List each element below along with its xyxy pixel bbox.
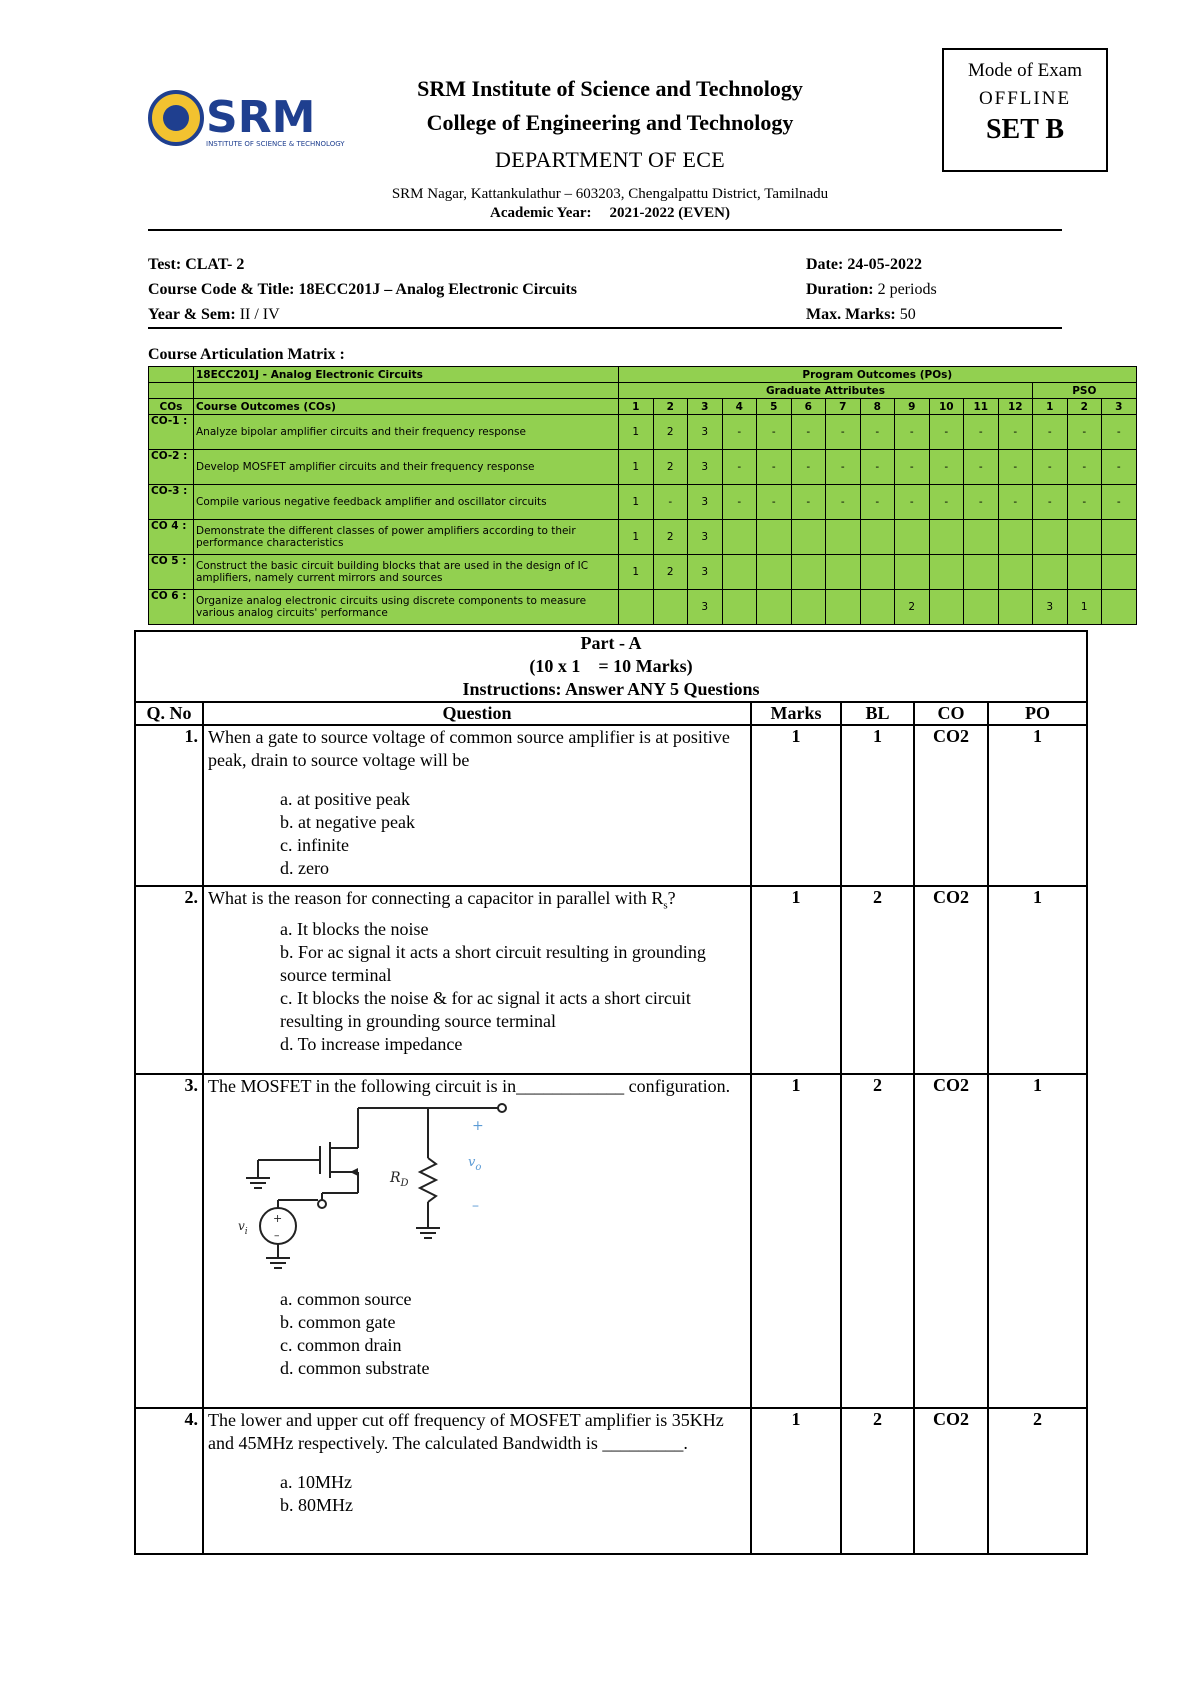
matrix-cell: - bbox=[860, 485, 895, 520]
set-label: SET B bbox=[985, 114, 1065, 145]
col-co: CO bbox=[914, 702, 988, 725]
matrix-cell: - bbox=[929, 450, 964, 485]
option: a. 10MHz bbox=[280, 1472, 352, 1492]
matrix-cell: 2 bbox=[653, 415, 688, 450]
academic-year-value: 2021-2022 (EVEN) bbox=[609, 205, 730, 221]
matrix-cell bbox=[998, 520, 1033, 555]
course-outcome: CO2 bbox=[914, 1074, 988, 1408]
mode-value: OFFLINE bbox=[978, 88, 1072, 109]
matrix-cell: 3 bbox=[1033, 590, 1068, 625]
matrix-cell: - bbox=[1102, 450, 1137, 485]
question-number: 4. bbox=[135, 1408, 203, 1554]
rd-letter: R bbox=[390, 1170, 401, 1186]
col-qno: Q. No bbox=[135, 702, 203, 725]
option: a. common source bbox=[280, 1289, 412, 1309]
logo-text: SRM bbox=[206, 92, 316, 143]
matrix-cell: 2 bbox=[653, 450, 688, 485]
matrix-cell: - bbox=[929, 415, 964, 450]
matrix-cell: - bbox=[1067, 415, 1102, 450]
course-outcome: CO2 bbox=[914, 1408, 988, 1554]
course-outcome: CO2 bbox=[914, 886, 988, 1074]
divider bbox=[148, 229, 1062, 231]
max-marks-value: 50 bbox=[895, 306, 916, 323]
po-number: 11 bbox=[964, 399, 999, 415]
matrix-row bbox=[149, 485, 1137, 520]
po-number: 6 bbox=[791, 399, 826, 415]
program-outcome: 1 bbox=[988, 1074, 1087, 1408]
matrix-cell bbox=[860, 555, 895, 590]
matrix-cell bbox=[1067, 555, 1102, 590]
matrix-cell: - bbox=[1033, 415, 1068, 450]
co-id: CO-3 : bbox=[149, 485, 194, 520]
matrix-cell: 1 bbox=[619, 450, 654, 485]
mode-of-exam-box bbox=[942, 48, 1108, 172]
options bbox=[280, 788, 746, 880]
matrix-cell: - bbox=[860, 415, 895, 450]
co-description: Construct the basic circuit building blocks that are used in the design of IC amplifiers, namely current mirrors and sources bbox=[194, 555, 619, 590]
matrix-cell: 2 bbox=[653, 555, 688, 590]
matrix-cell: - bbox=[1102, 485, 1137, 520]
test-date: Date: 24-05-2022 bbox=[806, 256, 922, 273]
question-row bbox=[135, 1408, 1087, 1554]
mode-label: Mode of Exam bbox=[968, 60, 1082, 81]
po-number: 12 bbox=[998, 399, 1033, 415]
matrix-cell: - bbox=[826, 415, 861, 450]
minus-sign: – bbox=[472, 1198, 479, 1214]
question-row bbox=[135, 886, 1087, 1074]
matrix-cell: - bbox=[757, 415, 792, 450]
matrix-cos-header: COs bbox=[149, 399, 194, 415]
matrix-cell bbox=[722, 555, 757, 590]
matrix-cell bbox=[964, 555, 999, 590]
matrix-cell bbox=[791, 555, 826, 590]
co-description: Organize analog electronic circuits using discrete components to measure various analog circuits' performance bbox=[194, 590, 619, 625]
question-row bbox=[135, 1074, 1087, 1408]
option: c. common drain bbox=[280, 1335, 402, 1355]
matrix-cell bbox=[929, 555, 964, 590]
options bbox=[280, 1471, 746, 1517]
matrix-cell: - bbox=[860, 450, 895, 485]
question-text: The MOSFET in the following circuit is in____________ configuration. bbox=[208, 1076, 731, 1096]
matrix-cell bbox=[1067, 520, 1102, 555]
academic-year-label: Academic Year: bbox=[490, 205, 592, 221]
matrix-cell bbox=[826, 555, 861, 590]
col-marks: Marks bbox=[751, 702, 841, 725]
matrix-co-header: Course Outcomes (COs) bbox=[194, 399, 619, 415]
rd-label bbox=[389, 1170, 409, 1189]
po-number: 1 bbox=[619, 399, 654, 415]
po-number: 9 bbox=[895, 399, 930, 415]
vi-minus: – bbox=[274, 1229, 280, 1242]
col-bl: BL bbox=[841, 702, 914, 725]
option: d. zero bbox=[280, 858, 329, 878]
marks: 1 bbox=[751, 886, 841, 1074]
question-text: When a gate to source voltage of common source amplifier is at positive peak, drain to source voltage will be bbox=[208, 727, 730, 770]
vi-plus: + bbox=[273, 1212, 283, 1225]
matrix-title: Course Articulation Matrix : bbox=[148, 346, 345, 363]
matrix-row bbox=[149, 415, 1137, 450]
question-text: The lower and upper cut off frequency of MOSFET amplifier is 35KHz and 45MHz respectively. The calculated Bandwidth is _________. bbox=[208, 1410, 724, 1453]
matrix-cell bbox=[653, 590, 688, 625]
option: b. at negative peak bbox=[280, 812, 415, 832]
matrix-cell: - bbox=[895, 450, 930, 485]
matrix-cell: 2 bbox=[653, 520, 688, 555]
matrix-cell: - bbox=[998, 450, 1033, 485]
matrix-cell bbox=[860, 590, 895, 625]
question-cell bbox=[203, 1408, 751, 1554]
matrix-cell: 1 bbox=[619, 555, 654, 590]
co-description: Develop MOSFET amplifier circuits and their frequency response bbox=[194, 450, 619, 485]
matrix-cell: 3 bbox=[688, 485, 723, 520]
matrix-cell: - bbox=[998, 415, 1033, 450]
matrix-cell: 1 bbox=[1067, 590, 1102, 625]
question-cell bbox=[203, 725, 751, 886]
po-number: 8 bbox=[860, 399, 895, 415]
matrix-cell: - bbox=[791, 485, 826, 520]
matrix-cell bbox=[929, 520, 964, 555]
matrix-cell: - bbox=[1102, 415, 1137, 450]
matrix-cell: 1 bbox=[619, 520, 654, 555]
matrix-cell bbox=[895, 520, 930, 555]
matrix-cell bbox=[1102, 590, 1137, 625]
matrix-cell bbox=[860, 520, 895, 555]
matrix-cell: 3 bbox=[688, 555, 723, 590]
option: d. To increase impedance bbox=[280, 1033, 463, 1054]
vi-label bbox=[238, 1219, 248, 1237]
part-marks: (10 x 1 = 10 Marks) bbox=[529, 656, 693, 676]
question-text-sub: s bbox=[663, 899, 668, 912]
matrix-cell: - bbox=[653, 485, 688, 520]
option: a. at positive peak bbox=[280, 789, 410, 809]
matrix-cell bbox=[1033, 555, 1068, 590]
option: b. For ac signal it acts a short circuit resulting in grounding source terminal bbox=[280, 941, 706, 985]
test-info-left bbox=[148, 252, 577, 327]
co-id: CO 6 : bbox=[149, 590, 194, 625]
matrix-cell: - bbox=[1033, 485, 1068, 520]
vo-letter: v bbox=[468, 1155, 476, 1170]
vi-letter: v bbox=[238, 1219, 245, 1233]
matrix-cell: 3 bbox=[688, 450, 723, 485]
matrix-cell bbox=[895, 555, 930, 590]
duration-label: Duration: bbox=[806, 281, 874, 298]
po-number: 3 bbox=[688, 399, 723, 415]
col-question: Question bbox=[203, 702, 751, 725]
bloom-level: 1 bbox=[841, 725, 914, 886]
max-marks-label: Max. Marks: bbox=[806, 306, 896, 323]
matrix-cell: - bbox=[964, 415, 999, 450]
matrix-cell: - bbox=[1067, 450, 1102, 485]
matrix-cell: 3 bbox=[688, 520, 723, 555]
plus-sign: + bbox=[472, 1118, 484, 1134]
matrix-cell: 1 bbox=[619, 485, 654, 520]
question-cell bbox=[203, 1074, 751, 1408]
bloom-level: 2 bbox=[841, 886, 914, 1074]
matrix-cell: - bbox=[722, 415, 757, 450]
co-id: CO-2 : bbox=[149, 450, 194, 485]
po-number: 7 bbox=[826, 399, 861, 415]
part-a-table bbox=[134, 630, 1088, 1555]
matrix-cell bbox=[929, 590, 964, 625]
matrix-cell bbox=[964, 590, 999, 625]
matrix-row bbox=[149, 520, 1137, 555]
course-title: Course Code & Title: 18ECC201J – Analog Electronic Circuits bbox=[148, 281, 578, 298]
matrix-row bbox=[149, 590, 1137, 625]
matrix-cell: - bbox=[826, 485, 861, 520]
college-name: College of Engineering and Technology bbox=[426, 110, 794, 135]
question-cell bbox=[203, 886, 751, 1074]
marks: 1 bbox=[751, 725, 841, 886]
institution-header bbox=[350, 72, 870, 208]
matrix-cell bbox=[998, 555, 1033, 590]
program-outcome: 1 bbox=[988, 725, 1087, 886]
po-number: 4 bbox=[722, 399, 757, 415]
option: b. 80MHz bbox=[280, 1495, 353, 1515]
course-outcome: CO2 bbox=[914, 725, 988, 886]
question-text-end: ? bbox=[667, 888, 676, 908]
matrix-cell bbox=[1033, 520, 1068, 555]
option: b. common gate bbox=[280, 1312, 396, 1332]
matrix-cell bbox=[722, 520, 757, 555]
matrix-cell bbox=[826, 590, 861, 625]
matrix-cell: - bbox=[964, 485, 999, 520]
co-id: CO 4 : bbox=[149, 520, 194, 555]
option: c. infinite bbox=[280, 835, 349, 855]
pso-number: 2 bbox=[1067, 399, 1102, 415]
matrix-cell bbox=[757, 520, 792, 555]
test-name: Test: CLAT- 2 bbox=[148, 256, 245, 273]
question-text-main: What is the reason for connecting a capacitor in parallel with R bbox=[208, 888, 664, 908]
question-row bbox=[135, 725, 1087, 886]
matrix-cell: - bbox=[895, 415, 930, 450]
program-outcome: 2 bbox=[988, 1408, 1087, 1554]
matrix-cell bbox=[1102, 555, 1137, 590]
academic-year bbox=[350, 205, 870, 222]
co-id: CO-1 : bbox=[149, 415, 194, 450]
pso-number: 1 bbox=[1033, 399, 1068, 415]
co-description: Compile various negative feedback amplifier and oscillator circuits bbox=[194, 485, 619, 520]
matrix-cell: - bbox=[998, 485, 1033, 520]
matrix-cell bbox=[964, 520, 999, 555]
matrix-cell bbox=[757, 590, 792, 625]
question-number: 3. bbox=[135, 1074, 203, 1408]
matrix-cell bbox=[722, 590, 757, 625]
matrix-cell bbox=[791, 520, 826, 555]
matrix-cell: - bbox=[722, 450, 757, 485]
matrix-cell: 3 bbox=[688, 415, 723, 450]
question-number: 2. bbox=[135, 886, 203, 1074]
pso-number: 3 bbox=[1102, 399, 1137, 415]
matrix-cell bbox=[998, 590, 1033, 625]
logo-subtext: INSTITUTE OF SCIENCE & TECHNOLOGY bbox=[206, 140, 345, 148]
marks: 1 bbox=[751, 1408, 841, 1554]
matrix-cell: - bbox=[964, 450, 999, 485]
matrix-cell: - bbox=[757, 450, 792, 485]
address: SRM Nagar, Kattankulathur – 603203, Chengalpattu District, Tamilnadu bbox=[391, 186, 829, 202]
test-info-right bbox=[806, 252, 937, 327]
matrix-cell: 3 bbox=[688, 590, 723, 625]
matrix-cell: - bbox=[929, 485, 964, 520]
matrix-cell: - bbox=[722, 485, 757, 520]
matrix-pso-header: PSO bbox=[1033, 383, 1137, 399]
department-name: DEPARTMENT OF ECE bbox=[495, 147, 725, 172]
course-articulation-matrix bbox=[148, 366, 1137, 625]
year-sem-value: II / IV bbox=[235, 306, 280, 323]
bloom-level: 2 bbox=[841, 1408, 914, 1554]
options bbox=[280, 1288, 746, 1380]
co-description: Demonstrate the different classes of power amplifiers according to their performance characteristics bbox=[194, 520, 619, 555]
matrix-cell bbox=[826, 520, 861, 555]
matrix-cell: - bbox=[791, 415, 826, 450]
po-number: 2 bbox=[653, 399, 688, 415]
co-id: CO 5 : bbox=[149, 555, 194, 590]
year-sem-label: Year & Sem: bbox=[148, 306, 236, 323]
po-number: 5 bbox=[757, 399, 792, 415]
options bbox=[280, 918, 746, 1056]
bloom-level: 2 bbox=[841, 1074, 914, 1408]
option: c. It blocks the noise & for ac signal it acts a short circuit resulting in grounding source terminal bbox=[280, 987, 691, 1031]
duration-value: 2 periods bbox=[873, 281, 937, 298]
matrix-po-header: Program Outcomes (POs) bbox=[619, 367, 1137, 383]
rd-sub: D bbox=[400, 1178, 409, 1189]
co-description: Analyze bipolar amplifier circuits and their frequency response bbox=[194, 415, 619, 450]
part-a-header bbox=[135, 631, 1087, 702]
matrix-cell bbox=[757, 555, 792, 590]
po-number: 10 bbox=[929, 399, 964, 415]
matrix-cell: 2 bbox=[895, 590, 930, 625]
vo-label bbox=[468, 1155, 481, 1173]
matrix-row bbox=[149, 450, 1137, 485]
matrix-cell: - bbox=[826, 450, 861, 485]
question-text bbox=[208, 887, 746, 918]
matrix-cell: - bbox=[1033, 450, 1068, 485]
mosfet-circuit-diagram bbox=[238, 1098, 746, 1288]
question-number: 1. bbox=[135, 725, 203, 886]
part-instructions: Instructions: Answer ANY 5 Questions bbox=[462, 679, 760, 699]
matrix-cell: 1 bbox=[619, 415, 654, 450]
option: a. It blocks the noise bbox=[280, 918, 429, 939]
srm-logo bbox=[148, 86, 348, 152]
program-outcome: 1 bbox=[988, 886, 1087, 1074]
vo-sub: o bbox=[475, 1162, 482, 1173]
marks: 1 bbox=[751, 1074, 841, 1408]
matrix-row bbox=[149, 555, 1137, 590]
matrix-course: 18ECC201J - Analog Electronic Circuits bbox=[194, 367, 619, 383]
matrix-cell: - bbox=[895, 485, 930, 520]
institute-name: SRM Institute of Science and Technology bbox=[417, 76, 803, 101]
vi-sub: i bbox=[244, 1227, 248, 1237]
matrix-cell bbox=[791, 590, 826, 625]
matrix-cell: - bbox=[1067, 485, 1102, 520]
matrix-ga-header: Graduate Attributes bbox=[619, 383, 1033, 399]
part-title: Part - A bbox=[580, 633, 642, 653]
matrix-cell bbox=[619, 590, 654, 625]
matrix-cell bbox=[1102, 520, 1137, 555]
divider bbox=[148, 327, 1062, 329]
matrix-cell: - bbox=[791, 450, 826, 485]
option: d. common substrate bbox=[280, 1358, 430, 1378]
col-po: PO bbox=[988, 702, 1087, 725]
matrix-cell: - bbox=[757, 485, 792, 520]
